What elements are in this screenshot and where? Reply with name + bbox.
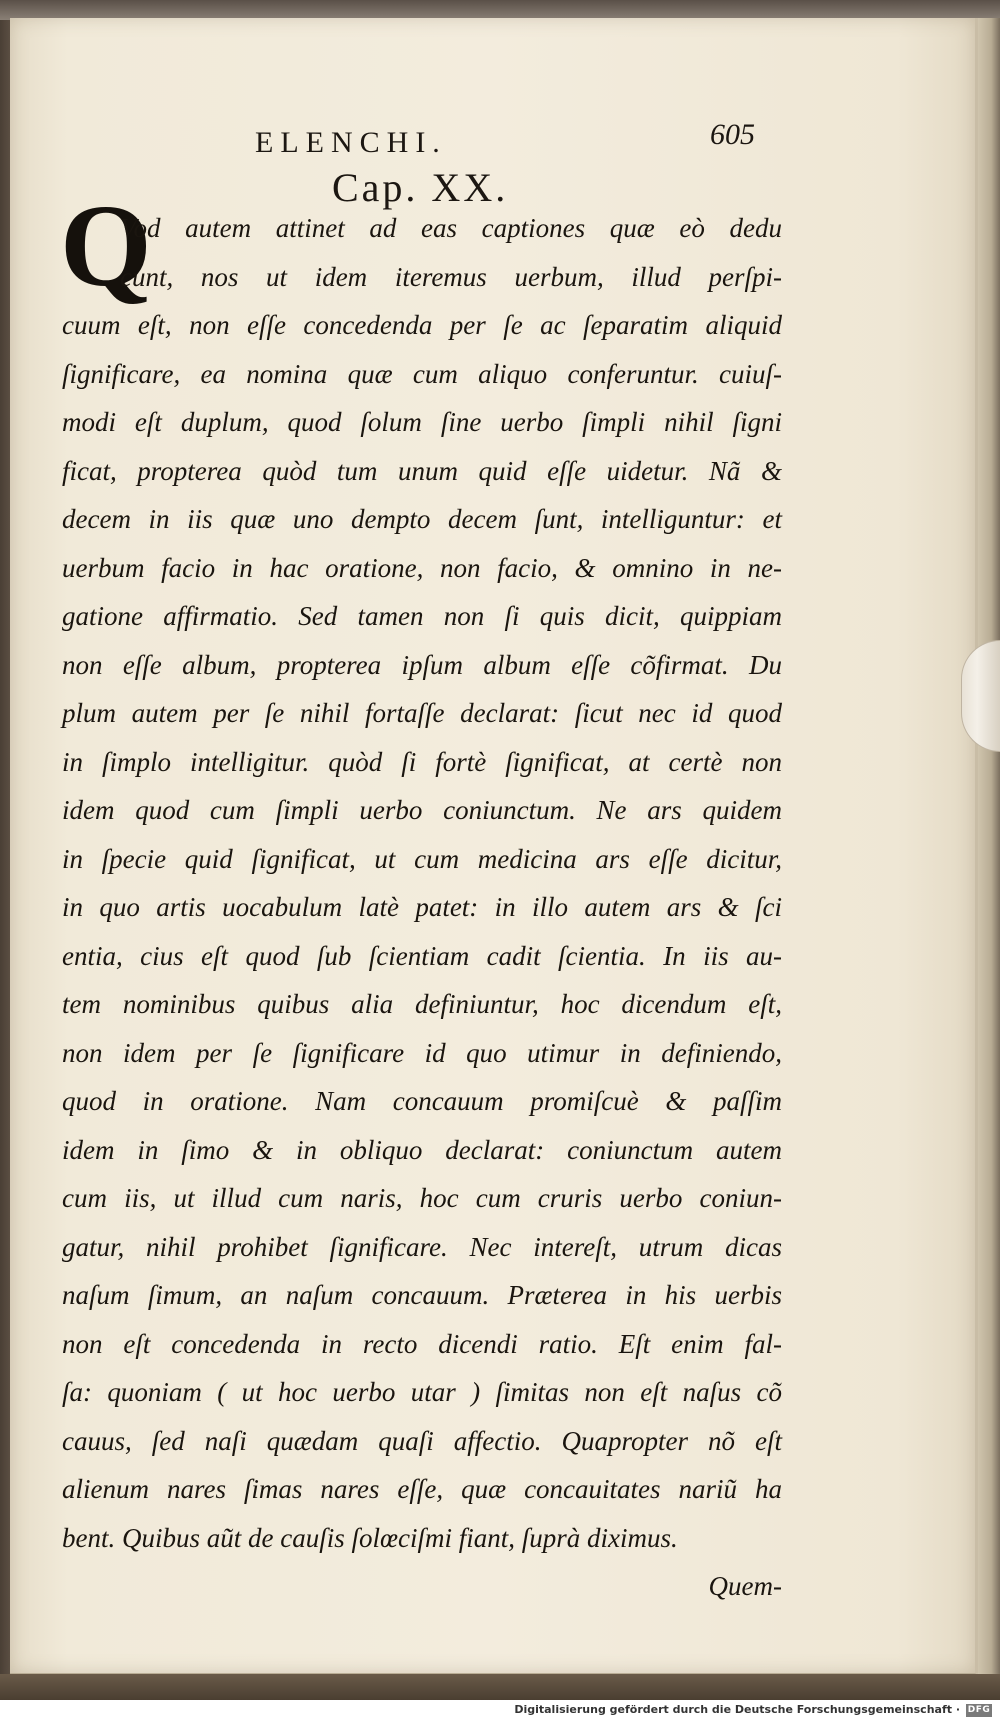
top-binding-strip (0, 0, 1000, 20)
book-page (10, 18, 978, 1675)
footer-bar (0, 1700, 1000, 1722)
chapter-heading: Cap. XX. (332, 165, 509, 210)
text-line: modi eſt duplum, quod ſolum ſine uerbo ſimpli nihil ſigni (62, 407, 782, 437)
text-line: gatur, nihil prohibet ſignificare. Nec intereſt, utrum dicas (62, 1231, 782, 1262)
text-line: in quo artis uocabulum latè patet: in illo autem ars & ſci (62, 892, 782, 922)
text-line: in ſimplo intelligitur. quòd ſi fortè ſignificat, at certè non (62, 746, 782, 777)
text-line: plum autem per ſe nihil fortaſſe declarat: ſicut nec id quod (62, 698, 782, 728)
text-line: cuum eſt, non eſſe concedenda per ſe ac ſeparatim aliquid (62, 310, 782, 340)
text-line: quod in oratione. Nam concauum promiſcuè & paſſim (62, 1086, 782, 1116)
text-line: entia, cius eſt quod ſub ſcientiam cadit ſcientia. In iis au- (62, 940, 782, 971)
text-line: cauus, ſed naſi quædam quaſi affectio. Quapropter nõ eſt (62, 1425, 782, 1456)
text-line: naſum ſimum, an naſum concauum. Præterea in his uerbis (62, 1280, 782, 1310)
text-line: bent. Quibus aũt de cauſis ſolœciſmi fiant, ſuprà diximus. (62, 1522, 678, 1553)
text-line: non eſt concedenda in recto dicendi ratio. Eſt enim fal- (62, 1328, 782, 1359)
dfg-logo-icon: DFG (967, 1705, 991, 1715)
text-line: in ſpecie quid ſignificat, ut cum medicina ars eſſe dicitur, (62, 843, 782, 874)
text-line: alienum nares ſimas nares eſſe, quæ concauitates nariũ ha (62, 1474, 782, 1504)
text-line: cunt, nos ut idem iteremus uerbum, illud perſpi- (120, 261, 782, 292)
running-head: ELENCHI. (255, 126, 447, 159)
text-line: cum iis, ut illud cum naris, hoc cum cruris uerbo coniun- (62, 1183, 782, 1213)
text-line: non idem per ſe ſignificare id quo utimur in definiendo, (62, 1037, 782, 1068)
text-line: non eſſe album, propterea ipſum album eſſe cõfirmat. Du (62, 649, 782, 680)
text-line: idem in ſimo & in obliquo declarat: coniunctum autem (62, 1134, 782, 1165)
text-line: ſignificare, ea nomina quæ cum aliquo conferuntur. cuiuſ- (62, 358, 782, 389)
page-number: 605 (710, 118, 755, 151)
bottom-binding-strip (0, 1674, 1000, 1700)
catchword: Quem- (708, 1571, 782, 1601)
text-line: ficat, propterea quòd tum unum quid eſſe uidetur. Nã & (62, 455, 782, 486)
text-line: gatione affirmatio. Sed tamen non ſi quis dicit, quippiam (62, 601, 782, 631)
text-line: idem quod cum ſimpli uerbo coniunctum. Ne ars quidem (62, 795, 782, 825)
text-line: uerbum facio in hac oratione, non facio, & omnino in ne- (62, 552, 782, 583)
text-line: tem nominibus quibus alia definiuntur, hoc dicendum eſt, (62, 989, 782, 1019)
text-line: decem in iis quæ uno dempto decem ſunt, intelliguntur: et (62, 504, 782, 534)
body-text (62, 204, 782, 1611)
drop-cap: Q (60, 180, 152, 311)
funding-credit: Digitalisierung gefördert durch die Deutsche Forschungsgemeinschaft · (514, 1703, 960, 1716)
text-line: ſa: quoniam ( ut hoc uerbo utar ) ſimitas non eſt naſus cõ (62, 1377, 782, 1407)
text-line: Vod autem attinet ad eas captiones quæ eò dedu (120, 213, 782, 243)
page-edge-stack (978, 18, 1000, 1678)
